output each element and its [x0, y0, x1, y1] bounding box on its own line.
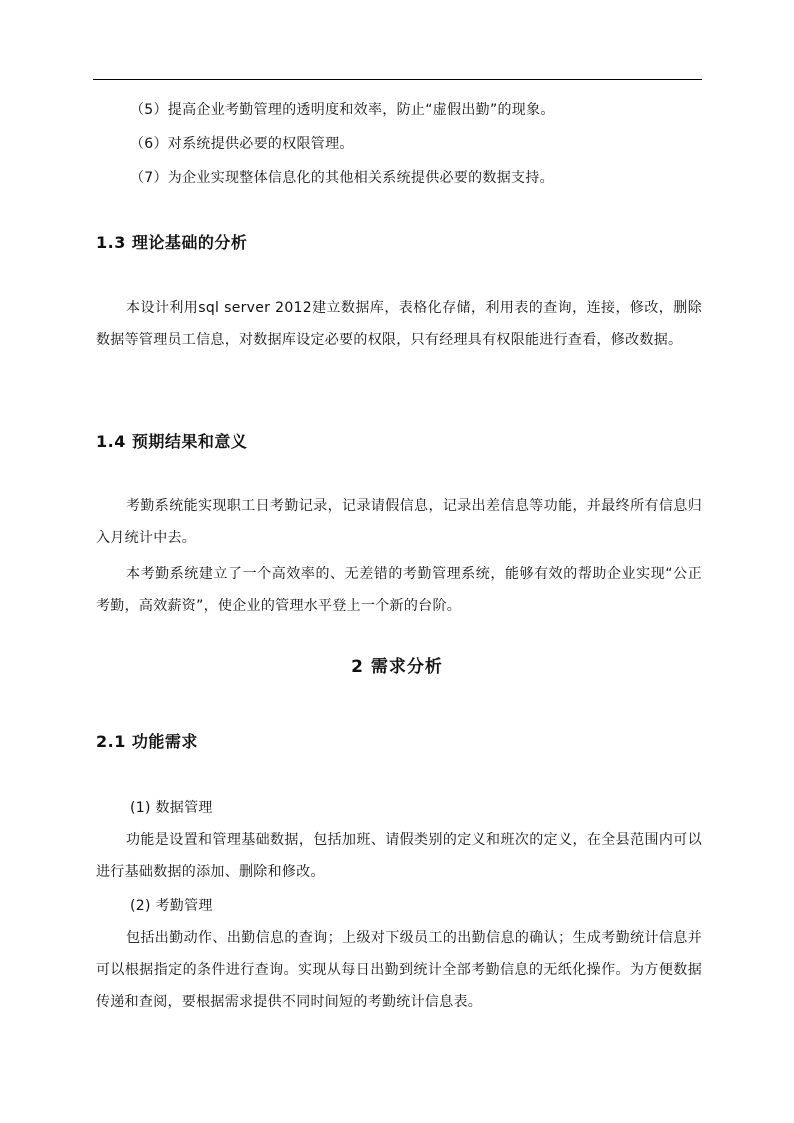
list-item-label: (1) 数据管理: [130, 800, 213, 816]
list-item: （5）提高企业考勤管理的透明度和效率，防止“虚假出勤”的现象。: [130, 102, 555, 118]
list-item: （6）对系统提供必要的权限管理。: [130, 136, 354, 152]
body-paragraph: 本设计利用sql server 2012建立数据库，表格化存储，利用表的查询，连接，修改，删除数据等管理员工信息，对数据库设定必要的权限，只有经理具有权限能进行查看，修改数据。: [96, 300, 702, 348]
list-item: （7）为企业实现整体信息化的其他相关系统提供必要的数据支持。: [130, 170, 554, 186]
section-heading-2-1: 2.1 功能需求: [96, 732, 198, 751]
header-rule: [93, 79, 702, 80]
section-heading-1-4: 1.4 预期结果和意义: [96, 432, 248, 451]
chapter-heading: 2 需求分析: [351, 657, 443, 677]
body-paragraph: 功能是设置和管理基础数据，包括加班、请假类别的定义和班次的定义，在全县范围内可以进行基础数据的添加、删除和修改。: [96, 832, 702, 880]
section-heading-1-3: 1.3 理论基础的分析: [96, 233, 248, 252]
body-paragraph: 包括出勤动作、出勤信息的查询；上级对下级员工的出勤信息的确认；生成考勤统计信息并可以根据指定的条件进行查询。实现从每日出勤到统计全部考勤信息的无纸化操作。为方便数据传递和查阅，要根据需求提供不同时间短的考勤统计信息表。: [96, 930, 702, 1010]
body-paragraph: 考勤系统能实现职工日考勤记录，记录请假信息，记录出差信息等功能，并最终所有信息归入月统计中去。: [96, 498, 702, 546]
body-paragraph: 本考勤系统建立了一个高效率的、无差错的考勤管理系统，能够有效的帮助企业实现“公正考勤，高效薪资”，使企业的管理水平登上一个新的台阶。: [96, 566, 702, 614]
list-item-label: (2) 考勤管理: [130, 898, 213, 914]
